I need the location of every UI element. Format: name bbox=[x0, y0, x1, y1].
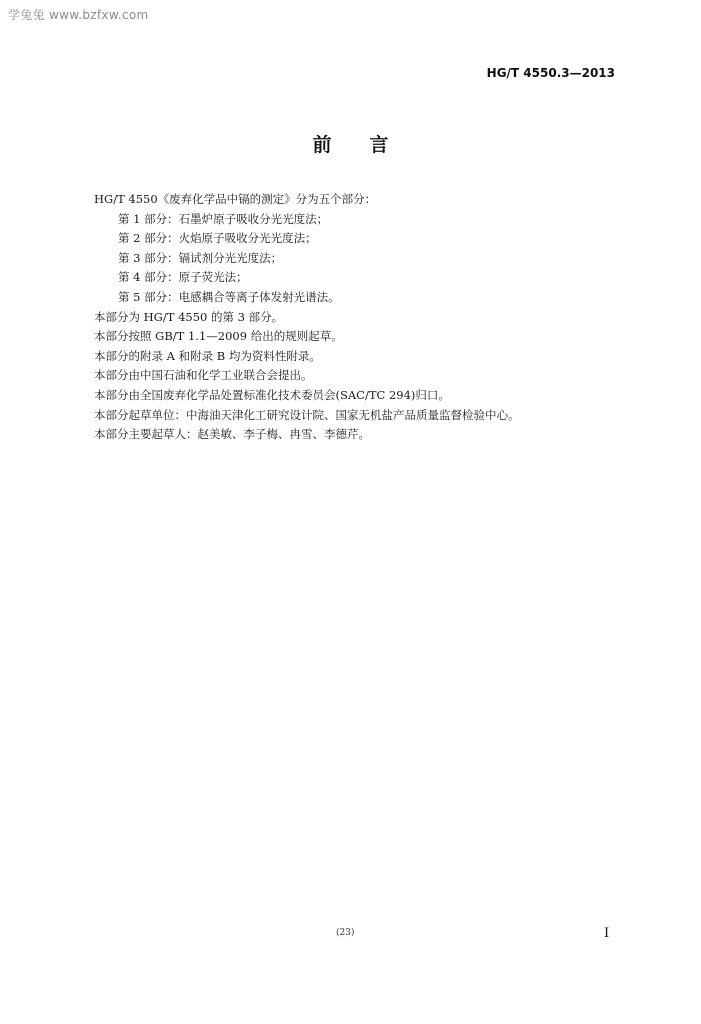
body-line-part-4: 第 4 部分：原子荧光法； bbox=[118, 270, 248, 285]
body-line-intro: HG/T 4550《废弃化学品中镉的测定》分为五个部分： bbox=[94, 192, 377, 206]
watermark-text: 学兔兔 www.bzfxw.com bbox=[8, 8, 149, 22]
foreword-body bbox=[94, 190, 614, 445]
body-line-part-2: 第 2 部分：火焰原子吸收分光光度法； bbox=[118, 231, 317, 246]
body-line-annexes: 本部分的附录 A 和附录 B 均为资料性附录。 bbox=[94, 348, 321, 363]
page-marker: (23) bbox=[336, 928, 355, 938]
body-line-scope: 本部分为 HG/T 4550 的第 3 部分。 bbox=[94, 309, 284, 324]
body-line-part-1: 第 1 部分：石墨炉原子吸收分光光度法； bbox=[118, 211, 329, 226]
body-line-part-5: 第 5 部分：电感耦合等离子体发射光谱法。 bbox=[118, 289, 340, 304]
body-line-proposer: 本部分由中国石油和化学工业联合会提出。 bbox=[94, 368, 313, 383]
body-line-drafting-rules: 本部分按照 GB/T 1.1—2009 给出的规则起草。 bbox=[94, 329, 343, 344]
standard-code: HG/T 4550.3—2013 bbox=[486, 66, 615, 80]
body-line-part-3: 第 3 部分：镉试剂分光光度法； bbox=[118, 250, 283, 265]
page-number: I bbox=[604, 926, 610, 941]
page-title: 前言 bbox=[312, 134, 427, 156]
body-line-drafting-units: 本部分起草单位：中海油天津化工研究设计院、国家无机盐产品质量监督检验中心。 bbox=[94, 407, 520, 422]
body-line-committee: 本部分由全国废弃化学品处置标准化技术委员会(SAC/TC 294)归口。 bbox=[94, 387, 450, 402]
body-line-drafters: 本部分主要起草人：赵美敏、李子梅、冉雪、李德芹。 bbox=[94, 427, 370, 442]
